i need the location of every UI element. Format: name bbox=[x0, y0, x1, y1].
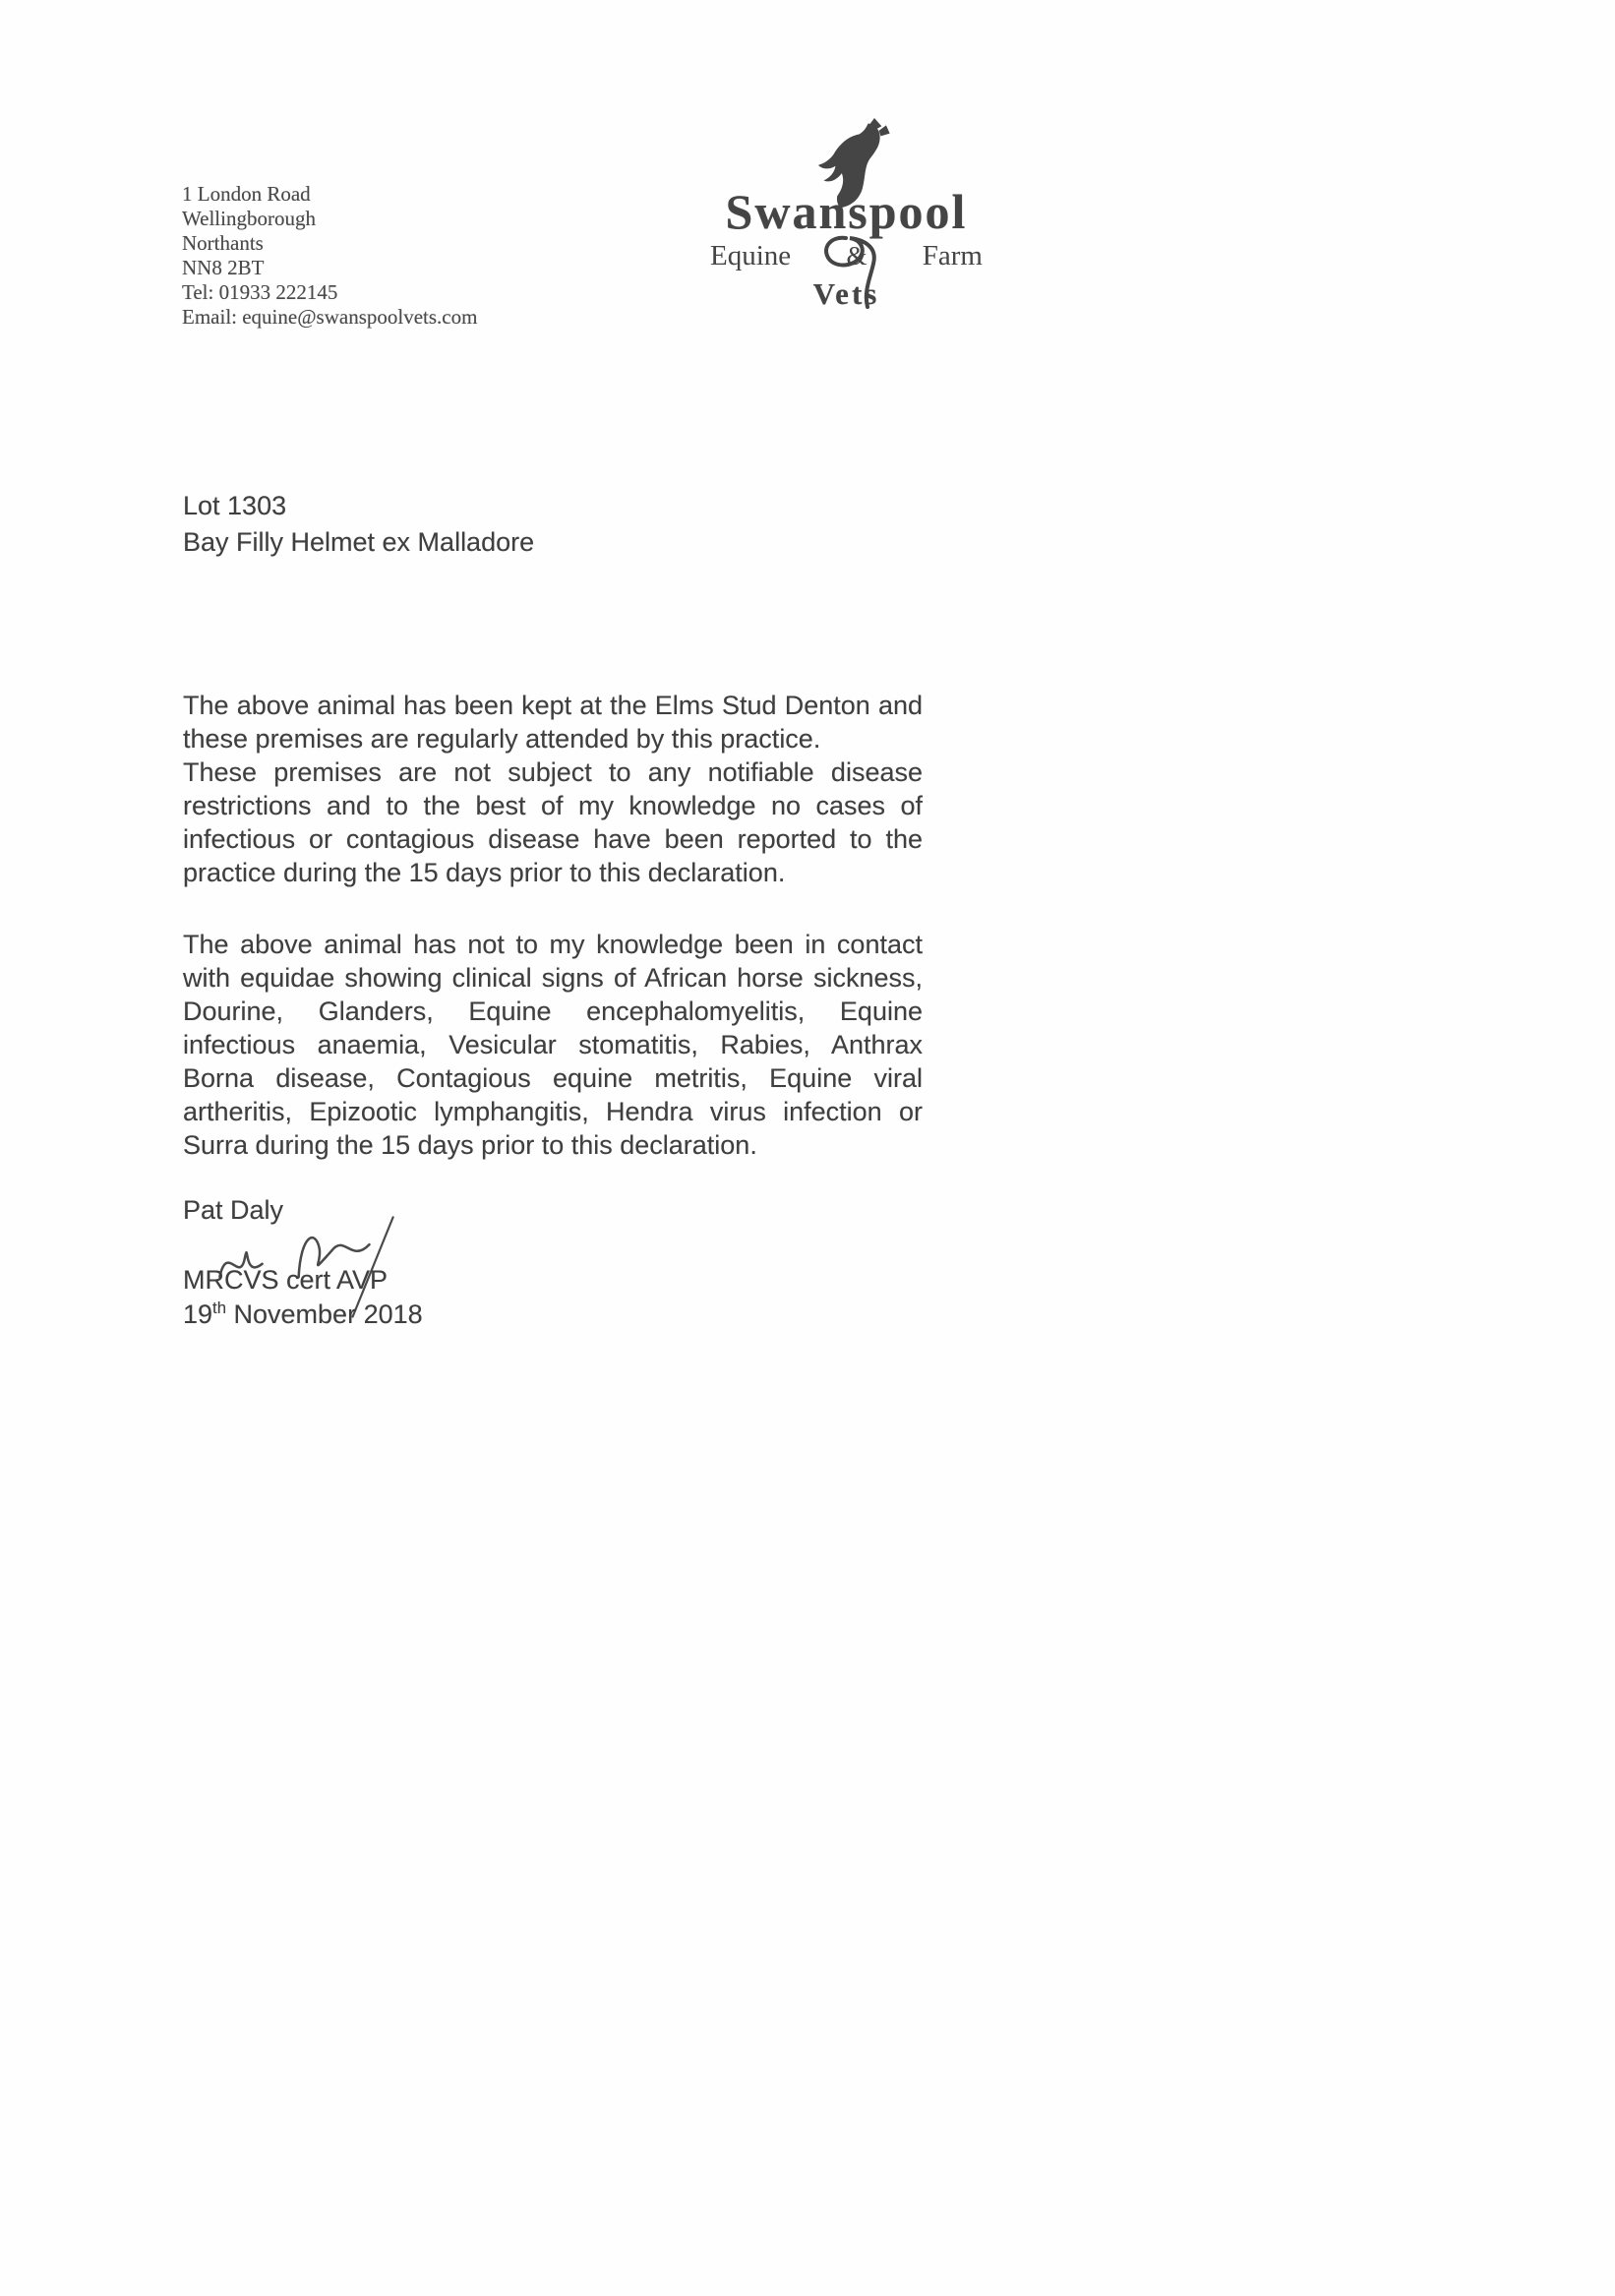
address-line: Northants bbox=[182, 231, 264, 255]
subject-block bbox=[183, 488, 534, 561]
paragraph-premises-kept: The above animal has been kept at the Elms Stud Denton and these premises are regularly attended by this practice. bbox=[183, 691, 923, 754]
logo-ampersand: & bbox=[846, 241, 867, 271]
date-line bbox=[183, 1299, 423, 1330]
phone-line: Tel: 01933 222145 bbox=[182, 280, 338, 304]
date-month-year: November 2018 bbox=[226, 1299, 423, 1329]
signatory-credentials: MRCVS cert AVP bbox=[183, 1265, 389, 1295]
logo bbox=[706, 116, 987, 323]
paragraph-no-restrictions: These premises are not subject to any notifiable disease restrictions and to the best of my knowledge no cases of infectious or contagious disease have been reported to the practice during the 15 days prior to this declaration. bbox=[183, 757, 923, 887]
logo-equine: Equine bbox=[710, 240, 792, 272]
email-line: Email: equine@swanspoolvets.com bbox=[182, 305, 478, 329]
animal-description: Bay Filly Helmet ex Malladore bbox=[183, 527, 535, 557]
paragraph-no-contact: The above animal has not to my knowledge been in contact with equidae showing clinical signs of African horse sickness, Dourine, Glanders, Equine encephalomyelitis, Equine infectious anaemia, Vesicular stomatitis, Rabies, Anthrax Borna disease, Contagious equine metritis, Equine viral artheritis, Epizootic lymphangitis, Hendra virus infection or Surra during the 15 days prior to this declaration. bbox=[183, 930, 923, 1160]
date-day: 19 bbox=[183, 1299, 213, 1329]
declaration-premises bbox=[183, 689, 923, 889]
address-line: NN8 2BT bbox=[182, 256, 265, 279]
declaration-contact bbox=[183, 928, 923, 1162]
address-line: Wellingborough bbox=[182, 207, 316, 230]
logo-name: Swanspool bbox=[725, 184, 968, 239]
date-ordinal: th bbox=[212, 1299, 227, 1317]
logo-vets: Vets bbox=[812, 276, 880, 311]
letterhead-address bbox=[182, 182, 477, 330]
lot-number: Lot 1303 bbox=[183, 491, 287, 520]
logo-farm: Farm bbox=[922, 240, 983, 272]
address-line: 1 London Road bbox=[182, 182, 311, 206]
signatory-name: Pat Daly bbox=[183, 1195, 284, 1225]
logo-subline bbox=[706, 240, 987, 272]
